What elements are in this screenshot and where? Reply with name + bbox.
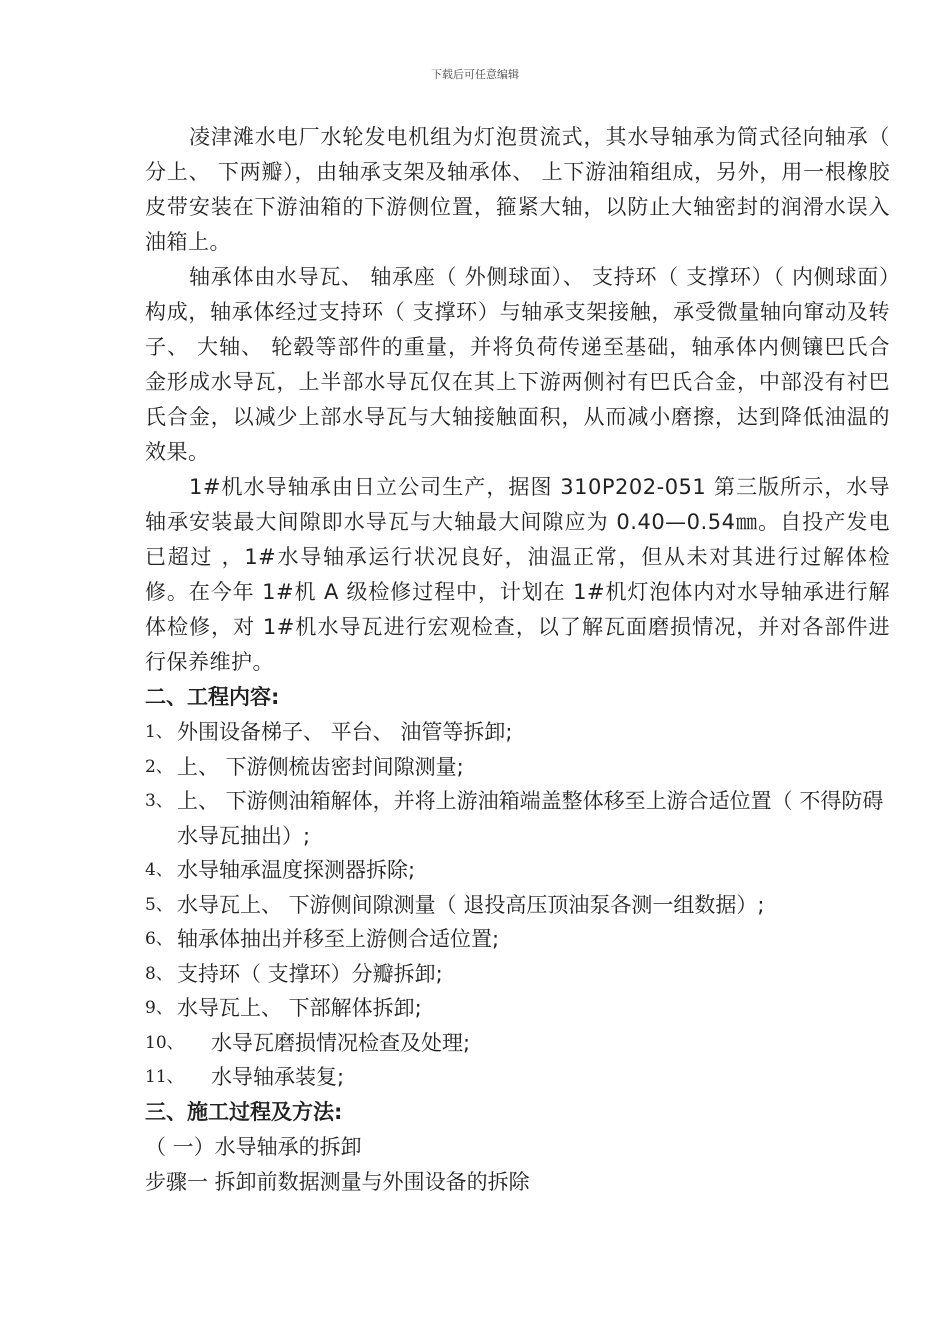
list-item-number: 6、 <box>145 929 173 949</box>
list-item-text: 水导瓦上、 下游侧间隙测量（ 退投高压顶油泵各测一组数据）; <box>177 892 765 917</box>
list-item <box>145 784 890 853</box>
list-item-text: 轴承体抽出并移至上游侧合适位置; <box>177 927 500 951</box>
list-item-number: 10、 <box>145 1032 184 1053</box>
section-3-subheading: （ 一）水导轴承的拆卸 <box>145 1134 362 1159</box>
list-item-number: 1、 <box>145 722 173 742</box>
list-item-number: 8、 <box>145 963 173 984</box>
list-item <box>145 715 890 750</box>
list-item-number: 5、 <box>145 894 173 915</box>
list-item <box>145 888 890 923</box>
step-one-line: 步骤一 拆卸前数据测量与外围设备的拆除 <box>145 1169 530 1194</box>
list-item <box>145 957 890 992</box>
list-item-number: 4、 <box>145 860 173 880</box>
list-item-number: 2、 <box>145 756 173 777</box>
list-item <box>145 922 890 957</box>
list-item-text: 上、 下游侧油箱解体，并将上游油箱端盖整体移至上游合适位置（ 不得防碍水导瓦抽出）; <box>177 789 884 848</box>
list-item <box>145 991 890 1026</box>
intro-paragraph-3: 1#机水导轴承由日立公司生产，据图 310P202-051 第三版所示，水导轴承安装最大间隙即水导瓦与大轴最大间隙应为 0.40—0.54㎜。自投产发电已超过 ，1#水导轴承运行状况良好，油温正常，但从未对其进行过解体检修。在今年 1#机 A 级检修过程中，计划在 1#机灯泡体内对水导轴承进行解体检修，对 1#机水导瓦进行宏观检查，以了解瓦面磨损情况，并对各部件进行保养维护。 <box>145 475 890 674</box>
list-item-text: 水导瓦磨损情况检查及处理; <box>211 1030 471 1055</box>
list-item-text: 水导轴承温度探测器拆除; <box>177 858 416 882</box>
list-item <box>145 1026 890 1061</box>
list-item-number: 11、 <box>145 1067 184 1087</box>
list-item-text: 水导轴承装复; <box>211 1065 345 1089</box>
work-items-list <box>145 715 890 1095</box>
list-item <box>145 1060 890 1095</box>
page-header-note: 下载后可任意编辑 <box>431 68 519 81</box>
list-item-text: 上、 下游侧梳齿密封间隙测量; <box>177 754 464 779</box>
list-item <box>145 750 890 785</box>
list-item-text: 支持环（ 支撑环）分瓣拆卸; <box>177 961 443 986</box>
intro-paragraph-1: 凌津滩水电厂水轮发电机组为灯泡贯流式，其水导轴承为筒式径向轴承（ 分上、 下两瓣），由轴承支架及轴承体、 上下游油箱组成，另外，用一根橡胶皮带安装在下游油箱的下游侧位置，箍紧大轴，以防止大轴密封的润滑水误入油箱上。 <box>145 125 890 254</box>
list-item-number: 3、 <box>145 791 173 811</box>
section-2-heading: 二、工程内容: <box>145 685 280 709</box>
document-body <box>145 120 890 1200</box>
list-item-number: 9、 <box>145 998 173 1018</box>
list-item-text: 外围设备梯子、 平台、 油管等拆卸; <box>177 720 513 744</box>
section-3-heading: 三、施工过程及方法: <box>145 1099 343 1124</box>
list-item <box>145 853 890 888</box>
intro-paragraph-2: 轴承体由水导瓦、 轴承座（ 外侧球面）、 支持环（ 支撑环）（ 内侧球面）构成，轴承体经过支持环（ 支撑环）与轴承支架接触，承受微量轴向窜动及转子、 大轴、 轮毂等部件的重量，并将负荷传递至基础，轴承体内侧镶巴氏合金形成水导瓦，上半部水导瓦仅在其上下游两侧衬有巴氏合金，中部没有衬巴氏合金，以减少上部水导瓦与大轴接触面积，从而减小磨擦，达到降低油温的效果。 <box>145 265 890 464</box>
list-item-text: 水导瓦上、 下部解体拆卸; <box>177 996 422 1020</box>
